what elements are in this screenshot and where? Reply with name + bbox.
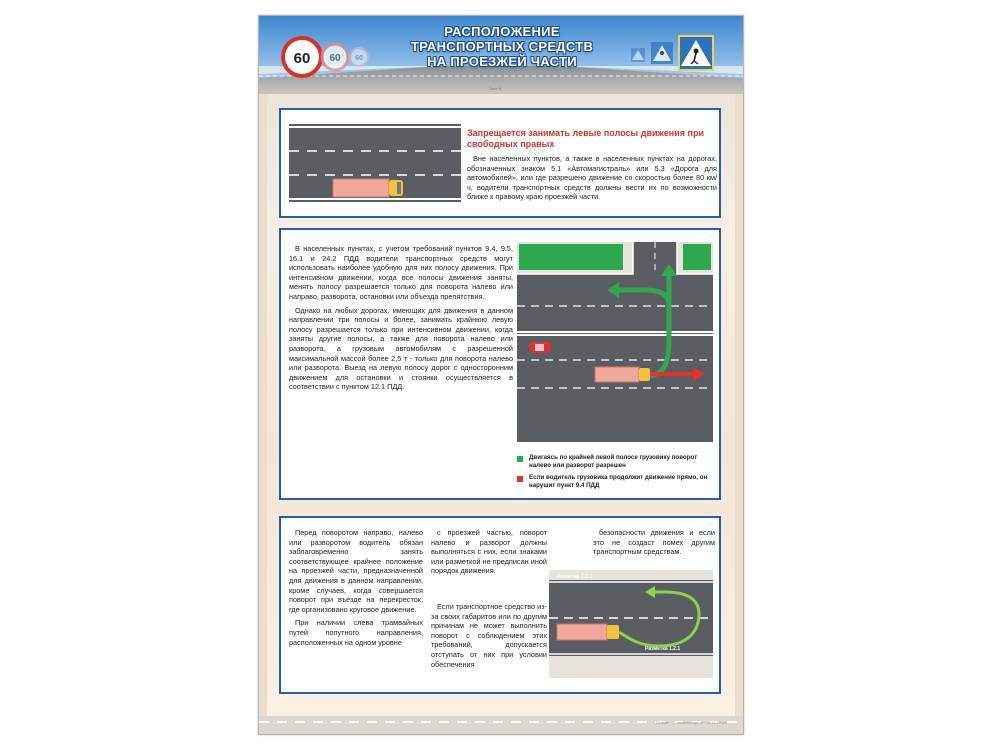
title-line-3: НА ПРОЕЗЖЕЙ ЧАСТИ bbox=[427, 54, 577, 69]
speed-sign-2-text: 60 bbox=[329, 53, 341, 64]
green-legend-square-icon bbox=[517, 456, 523, 462]
marking-label-top: Разметка 1.2.1 bbox=[557, 574, 593, 580]
poster-footer bbox=[259, 710, 743, 734]
panel1-heading: Запрещается занимать левые полосы движения при свободных правых bbox=[467, 128, 704, 149]
truck-icon bbox=[333, 179, 403, 197]
legend-red-text: Если водитель грузовика продолжит движение прямо, он нарушит пункт 9.4 ПДД bbox=[529, 474, 708, 489]
panel3-col1-paragraph-1: Перед поворотом направо, налево или разворотом водитель обязан заблаговременно занять соответствующее крайнее положение на проезжей части, предназначенной для движения в данном направлении, кроме случаев, когда совершается поворот при въезде на перекресток, где организовано круговое движение. bbox=[289, 528, 423, 614]
panel2-paragraph-2: Однако на любых дорогах, имеющих для движения в данном направлении три полосы и более, занимать крайнюю левую полосу разрешается только при интенсивном движении, когда заняты другие полосы, а также для поворота налево или разворота, а грузовым автомобилям с разрешенной максимальной массой более 2,5 т - только для поворота налево или разворота. Выезд на левую полосу дорог с односторонним движением для остановки и стоянки осуществляется в соответствии с пунктом 12.1 ПДД. bbox=[289, 305, 513, 392]
panel3-column-3 bbox=[593, 528, 715, 561]
truck-icon bbox=[557, 624, 619, 640]
poster-title bbox=[387, 24, 617, 69]
truck-icon bbox=[595, 367, 650, 382]
panel1-body bbox=[467, 154, 717, 206]
pedestrian-crossing-sign-icon bbox=[651, 42, 673, 64]
pedestrian-crossing-sign-icon bbox=[631, 48, 645, 62]
red-legend-square-icon bbox=[517, 476, 523, 482]
panel1-body-text: Вне населенных пунктов, а также в населенных пунктах на дорогах, обозначенных знаком 5.1 «Автомагистраль» или 5.3 «Дорога для автомобилей», или где разрешено движение со скоростью более 80 км/ч, водители транспортных средств должны вести их по возможности ближе к правому краю проезжей части. bbox=[467, 154, 717, 202]
legend-green-text: Двигаясь по крайней левой полосе грузовику поворот налево или разворот разрешен bbox=[529, 454, 698, 469]
title-line-1: РАСПОЛОЖЕНИЕ bbox=[444, 24, 560, 39]
panel3-column-1 bbox=[289, 528, 423, 651]
panel3-column-2-bottom bbox=[431, 588, 547, 673]
footer-publisher-text: Плакат · © www.artdigit.ru · 2013-07-01 bbox=[655, 720, 727, 725]
poster-header bbox=[259, 16, 743, 94]
speed-sign-1-text: 60 bbox=[293, 50, 311, 67]
title-line-2: ТРАНСПОРТНЫХ СРЕДСТВ bbox=[410, 39, 594, 54]
car-icon bbox=[529, 342, 551, 353]
left-border-stripe bbox=[259, 86, 267, 734]
intersection-legend bbox=[517, 454, 717, 494]
u-turn-illustration bbox=[549, 570, 713, 678]
sheet-label: Лист 6 bbox=[489, 86, 502, 91]
pedestrian-crossing-signs bbox=[627, 34, 737, 84]
marking-label-bottom: Разметка 1.2.1 bbox=[645, 646, 681, 652]
panel2-paragraph-1: В населенных пунктах, с учетом требований пунктов 9.4, 9.5, 16.1 и 24.2 ПДД водители транспортных средств могут использовать наиболее удобную для них полосу движения. При интенсивном движении, когда все полосы движения заняты, менять полосу разрешается только для поворота налево или направо, разворота, остановки или объезда препятствия. bbox=[289, 244, 513, 301]
pedestrian-crossing-sign-icon bbox=[679, 36, 713, 70]
panel3-col2-paragraph-2: Если транспортное средство из-за своих габаритов или по другим причинам не может выполнить поворот с соблюдением этих требований, допускается отступать от них при условии обеспечения bbox=[431, 602, 547, 669]
speed-limit-signs bbox=[277, 36, 407, 86]
intersection-illustration bbox=[517, 242, 713, 442]
panel3-col3-paragraph-1: безопасности движения и если это не создаст помех другим транспортным средствам. bbox=[593, 528, 715, 557]
right-border-stripe bbox=[735, 86, 743, 734]
panel-turning-position bbox=[279, 516, 721, 694]
speed-limit-sign-icon bbox=[322, 44, 348, 70]
highway-lanes-illustration bbox=[289, 124, 461, 202]
panel3-col2-paragraph-1: с проезжей частью, поворот налево и разворот должны выполняться с них, если знаками или разметкой не предписан иной порядок движения. bbox=[431, 528, 547, 576]
panel-lane-choice bbox=[279, 228, 721, 500]
speed-limit-sign-icon bbox=[350, 48, 368, 66]
legend-item-green bbox=[517, 454, 717, 469]
poster bbox=[258, 15, 744, 735]
panel-left-lane-prohibition bbox=[279, 108, 721, 218]
panel2-text bbox=[289, 244, 513, 396]
panel3-column-2-top bbox=[431, 528, 547, 580]
panel3-col1-paragraph-2: При наличии слева трамвайных путей попутного направления, расположенных на одном уровне bbox=[289, 618, 423, 647]
legend-item-red bbox=[517, 474, 717, 489]
speed-sign-3-text: 60 bbox=[355, 55, 363, 62]
speed-limit-sign-icon bbox=[283, 38, 321, 76]
